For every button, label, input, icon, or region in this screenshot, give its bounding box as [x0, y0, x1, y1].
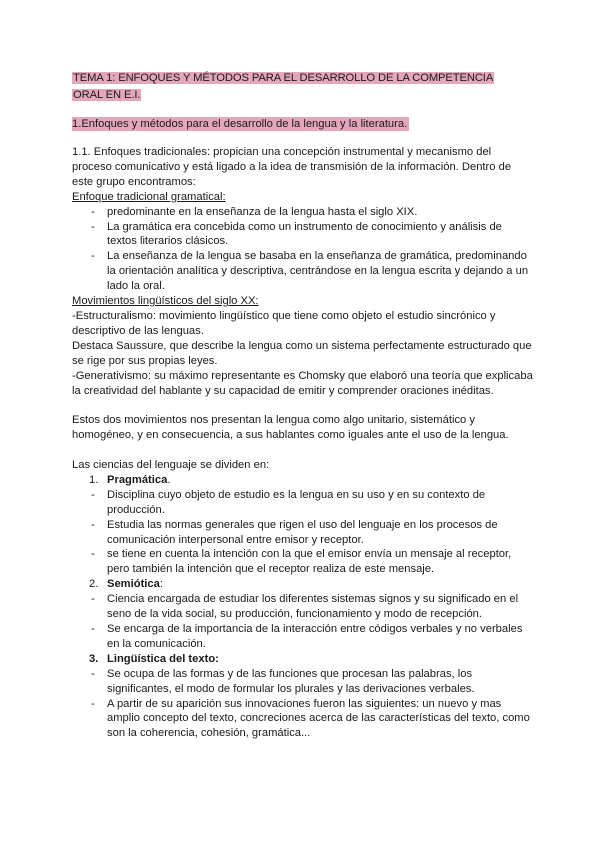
list-item: - predominante en la enseñanza de la lengua hasta el siglo XIX.: [91, 205, 418, 218]
page-title: [72, 70, 512, 103]
conclusion-paragraph: Estos dos movimientos nos presentan la lengua como algo unitario, sistemático y homogéneo, y en consecuencia, a sus hablantes como iguales ante el uso de la lengua.: [72, 414, 509, 442]
saussure-paragraph: Destaca Saussure, que describe la lengua como un sistema perfectamente estructurado que se rige por sus propias leyes.: [72, 339, 532, 367]
section-heading: [72, 117, 409, 132]
ciencias-intro: Las ciencias del lenguaje se dividen en:: [72, 459, 270, 471]
estructuralismo-paragraph: -Estructuralismo: movimiento lingüístico que tiene como objeto el estudio sincrónico y descriptivo de las lenguas.: [72, 309, 496, 337]
list-item: - Se ocupa de las formas y de las funciones que procesan las palabras, los significantes, el modo de formular los plurales y las derivaciones verbales.: [91, 667, 475, 695]
list-item: - Se encarga de la importancia de la interacción entre códigos verbales y no verbales en la comunicación.: [91, 622, 523, 650]
semiotica-title: Semiótica: [107, 578, 160, 591]
list-item: - A partir de su aparición sus innovaciones fueron las siguientes: un nuevo y mas amplio concepto del texto, concreciones acerca de las características del texto, como son la coherencia, cohesión, gramática...: [91, 697, 530, 740]
document-body: [72, 145, 534, 741]
section-heading-text: 1.Enfoques y métodos para el desarrollo de la lengua y la literatura.: [72, 118, 408, 130]
semiotica-heading: 2. Semiótica:: [89, 578, 163, 591]
pragmatica-title: Pragmática: [107, 473, 168, 486]
list-item: - se tiene en cuenta la intención con la que el emisor envía un mensaje al receptor, pero también la intención que el receptor realiza de este mensaje.: [91, 548, 512, 576]
list-item: - La gramática era concebida como un instrumento de conocimiento y análisis de textos literarios clásicos.: [91, 220, 502, 248]
generativismo-paragraph: -Generativismo: su máximo representante es Chomsky que elaboró una teoría que explicaba la creatividad del hablante y su capacidad de emitir y comprender oraciones inéditas.: [72, 369, 533, 397]
movimientos-heading: Movimientos lingüísticos del siglo XX:: [72, 295, 259, 308]
linguistica-title: Lingüística del texto:: [107, 652, 219, 665]
linguistica-heading: 3. Lingüística del texto:: [89, 652, 219, 665]
pragmatica-heading: 1. Pragmática.: [89, 473, 171, 486]
enfoques-intro: 1.1. Enfoques tradicionales: propician una concepción instrumental y mecanismo del proceso comunicativo y está ligado a la idea de transmisión de la información. Dentro de este grupo encontramos:: [72, 146, 512, 188]
title-line-1: TEMA 1: ENFOQUES Y MÉTODOS PARA EL DESARROLLO DE LA COMPETENCIA: [73, 72, 494, 84]
list-item: - Ciencia encargada de estudiar los diferentes sistemas signos y su significado en el seno de la vida social, su producción, funcionamiento y modo de recepción.: [91, 593, 519, 621]
gramatical-heading: Enfoque tradicional gramatical:: [72, 190, 226, 203]
title-line-2: ORAL EN E.I.: [73, 88, 141, 101]
gramatical-list: [72, 205, 534, 294]
list-item: - Estudia las normas generales que rigen el uso del lenguaje en los procesos de comunicación interpersonal entre emisor y receptor.: [91, 518, 498, 546]
list-item: - Disciplina cuyo objeto de estudio es la lengua en su uso y en su contexto de producción.: [91, 488, 486, 516]
semiotica-list: [72, 592, 534, 652]
list-item: - La enseñanza de la lengua se basaba en la enseñanza de gramática, predominando la orientación analítica y descriptiva, centrándose en la lengua escrita y dejando a un lado la oral.: [91, 250, 529, 293]
linguistica-list: [72, 667, 534, 742]
pragmatica-list: [72, 488, 534, 577]
